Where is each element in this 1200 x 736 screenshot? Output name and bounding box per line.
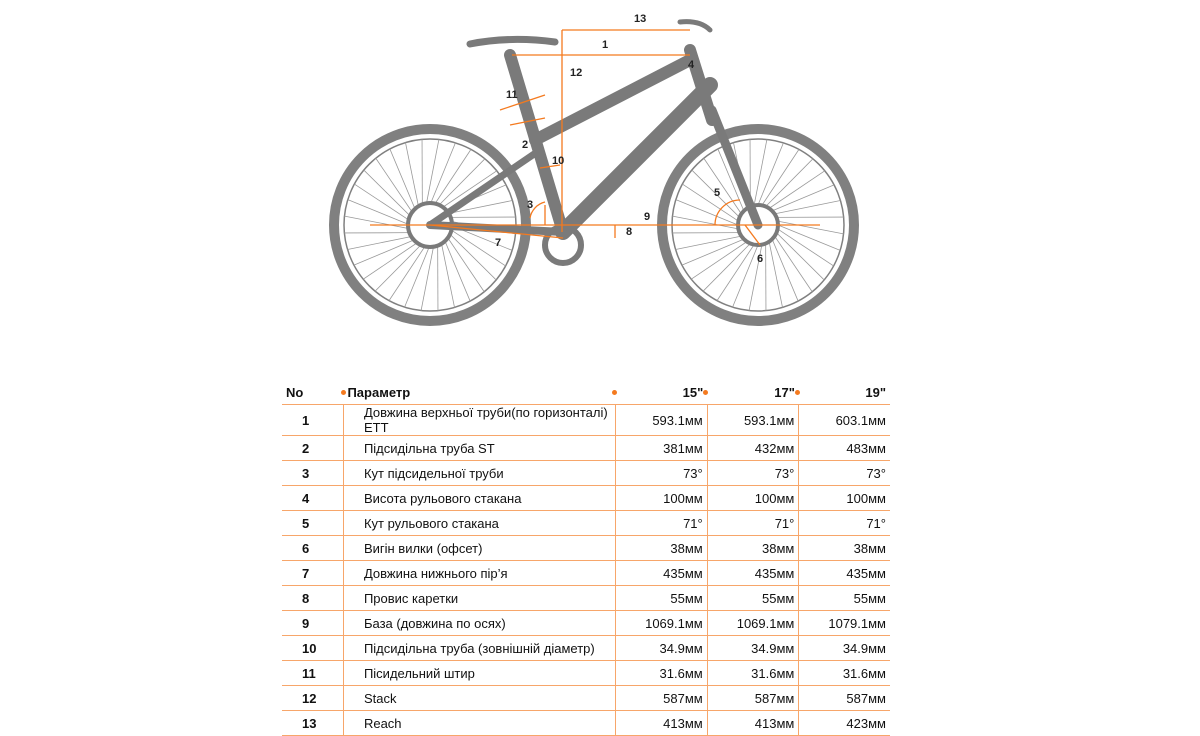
spoke xyxy=(733,245,758,307)
table-row xyxy=(282,405,890,436)
table-row xyxy=(282,686,890,711)
header-label: 17" xyxy=(774,385,795,400)
table-row xyxy=(282,586,890,611)
size-value: 73° xyxy=(707,461,799,486)
spoke xyxy=(682,239,744,265)
size-value: 55мм xyxy=(707,586,799,611)
size-value: 34.9мм xyxy=(616,636,708,661)
parameter-name: Stack xyxy=(343,686,615,711)
spoke xyxy=(775,236,813,292)
header-label: 15" xyxy=(683,385,704,400)
spoke xyxy=(405,143,418,209)
parameter-name: База (довжина по осях) xyxy=(343,611,615,636)
table-row xyxy=(282,461,890,486)
size-value: 100мм xyxy=(707,486,799,511)
dimension-label-4: 4 xyxy=(688,59,695,71)
spoke xyxy=(766,159,813,207)
dimension-label-13: 13 xyxy=(634,13,646,25)
size-value: 603.1мм xyxy=(799,405,890,436)
table-row xyxy=(282,711,890,736)
size-value: 34.9мм xyxy=(799,636,890,661)
spoke xyxy=(426,139,439,205)
spoke xyxy=(676,236,742,249)
row-number: 13 xyxy=(282,711,343,736)
size-value: 1069.1мм xyxy=(707,611,799,636)
parameter-name: Висота рульового стакана xyxy=(343,486,615,511)
row-number: 11 xyxy=(282,661,343,686)
column-header xyxy=(343,380,615,405)
row-number: 2 xyxy=(282,436,343,461)
frame xyxy=(408,22,778,263)
spoke xyxy=(348,236,414,249)
spoke xyxy=(376,158,414,214)
dimension-label-10: 10 xyxy=(552,155,564,167)
size-value: 435мм xyxy=(707,561,799,586)
spoke xyxy=(769,171,825,209)
spoke xyxy=(421,245,434,311)
table-row xyxy=(282,436,890,461)
spoke xyxy=(772,239,798,301)
parameter-name: Підсидільна труба ST xyxy=(343,436,615,461)
bike-geometry-diagram xyxy=(0,0,1200,360)
size-value: 100мм xyxy=(616,486,708,511)
dimension-label-9: 9 xyxy=(644,211,650,223)
size-value: 55мм xyxy=(616,586,708,611)
dimension-label-2: 2 xyxy=(522,139,528,151)
parameter-name: Кут рульового стакана xyxy=(343,511,615,536)
spoke xyxy=(363,242,419,280)
spoke xyxy=(778,221,844,234)
row-number: 8 xyxy=(282,586,343,611)
spoke xyxy=(448,233,496,280)
dimension-label-12: 12 xyxy=(570,67,582,79)
dot-marker xyxy=(703,390,708,395)
size-value: 31.6мм xyxy=(707,661,799,686)
size-value: 71° xyxy=(799,511,890,536)
size-value: 587мм xyxy=(707,686,799,711)
spoke xyxy=(354,239,416,265)
spoke xyxy=(772,185,834,211)
header-label: Параметр xyxy=(347,385,410,400)
table-row xyxy=(282,636,890,661)
size-value: 31.6мм xyxy=(799,661,890,686)
dimension-label-8: 8 xyxy=(626,226,632,238)
row-number: 4 xyxy=(282,486,343,511)
parameter-name: Вигін вилки (офсет) xyxy=(343,536,615,561)
row-number: 6 xyxy=(282,536,343,561)
size-value: 435мм xyxy=(616,561,708,586)
spoke xyxy=(375,243,422,291)
spoke xyxy=(758,143,783,205)
table-row xyxy=(282,511,890,536)
spoke xyxy=(447,236,485,292)
spoke xyxy=(390,149,416,211)
row-number: 12 xyxy=(282,686,343,711)
column-header xyxy=(799,380,890,405)
parameter-name: Підсидільна труба (зовнішній діаметр) xyxy=(343,636,615,661)
parameter-name: Пісидельний штир xyxy=(343,661,615,686)
size-value: 423мм xyxy=(799,711,890,736)
row-number: 10 xyxy=(282,636,343,661)
row-number: 5 xyxy=(282,511,343,536)
spoke xyxy=(348,200,410,225)
table-row xyxy=(282,611,890,636)
dimension-label-3: 3 xyxy=(527,199,533,211)
spoke xyxy=(778,225,840,250)
parameter-name: Кут підсидельної труби xyxy=(343,461,615,486)
size-value: 413мм xyxy=(616,711,708,736)
spoke xyxy=(676,200,738,225)
dimension-label-11: 11 xyxy=(506,89,518,101)
size-value: 432мм xyxy=(707,436,799,461)
size-value: 100мм xyxy=(799,486,890,511)
size-value: 55мм xyxy=(799,586,890,611)
dot-marker xyxy=(612,390,617,395)
size-value: 71° xyxy=(707,511,799,536)
row-number: 7 xyxy=(282,561,343,586)
table-row xyxy=(282,661,890,686)
size-value: 71° xyxy=(616,511,708,536)
size-value: 31.6мм xyxy=(616,661,708,686)
size-value: 1069.1мм xyxy=(616,611,708,636)
size-value: 38мм xyxy=(707,536,799,561)
spoke xyxy=(389,245,426,301)
spoke xyxy=(444,239,470,301)
dimension-label-5: 5 xyxy=(714,187,720,199)
size-value: 73° xyxy=(616,461,708,486)
column-header xyxy=(707,380,799,405)
spoke xyxy=(717,245,754,301)
size-value: 483мм xyxy=(799,436,890,461)
spoke xyxy=(762,149,799,205)
header-label: No xyxy=(286,385,303,400)
parameter-name: Провис каретки xyxy=(343,586,615,611)
parameter-name: Довжина нижнього пір’я xyxy=(343,561,615,586)
spoke xyxy=(430,143,455,205)
size-value: 435мм xyxy=(799,561,890,586)
row-number: 3 xyxy=(282,461,343,486)
size-value: 587мм xyxy=(799,686,890,711)
size-value: 593.1мм xyxy=(616,405,708,436)
size-value: 34.9мм xyxy=(707,636,799,661)
spoke xyxy=(754,139,767,205)
spoke xyxy=(769,242,782,308)
parameter-name: Reach xyxy=(343,711,615,736)
spoke xyxy=(344,216,410,229)
size-value: 1079.1мм xyxy=(799,611,890,636)
spoke xyxy=(441,242,454,308)
row-number: 1 xyxy=(282,405,343,436)
parameter-name: Довжина верхньої труби(по горизонталі) ETT xyxy=(343,405,615,436)
spoke xyxy=(703,243,750,291)
spoke xyxy=(775,200,841,213)
table-header xyxy=(282,380,890,405)
table-row xyxy=(282,536,890,561)
spoke xyxy=(672,216,738,229)
spoke xyxy=(364,170,412,217)
spoke xyxy=(441,171,497,209)
header-label: 19" xyxy=(865,385,886,400)
spoke xyxy=(778,229,834,266)
column-header xyxy=(616,380,708,405)
table-row xyxy=(282,486,890,511)
size-value: 593.1мм xyxy=(707,405,799,436)
spoke xyxy=(438,159,485,207)
spoke xyxy=(776,233,824,280)
column-header xyxy=(282,380,343,405)
size-value: 587мм xyxy=(616,686,708,711)
size-value: 38мм xyxy=(616,536,708,561)
dot-marker xyxy=(795,390,800,395)
geometry-table xyxy=(282,380,890,736)
size-value: 413мм xyxy=(707,711,799,736)
dimension-label-7: 7 xyxy=(495,237,501,249)
row-number: 9 xyxy=(282,611,343,636)
dimension-label-6: 6 xyxy=(757,253,763,265)
size-value: 38мм xyxy=(799,536,890,561)
spoke xyxy=(405,245,430,307)
spoke xyxy=(691,242,747,280)
dimension-label-1: 1 xyxy=(602,39,608,51)
size-value: 73° xyxy=(799,461,890,486)
size-value: 381мм xyxy=(616,436,708,461)
table-row xyxy=(282,561,890,586)
spoke xyxy=(354,184,410,221)
